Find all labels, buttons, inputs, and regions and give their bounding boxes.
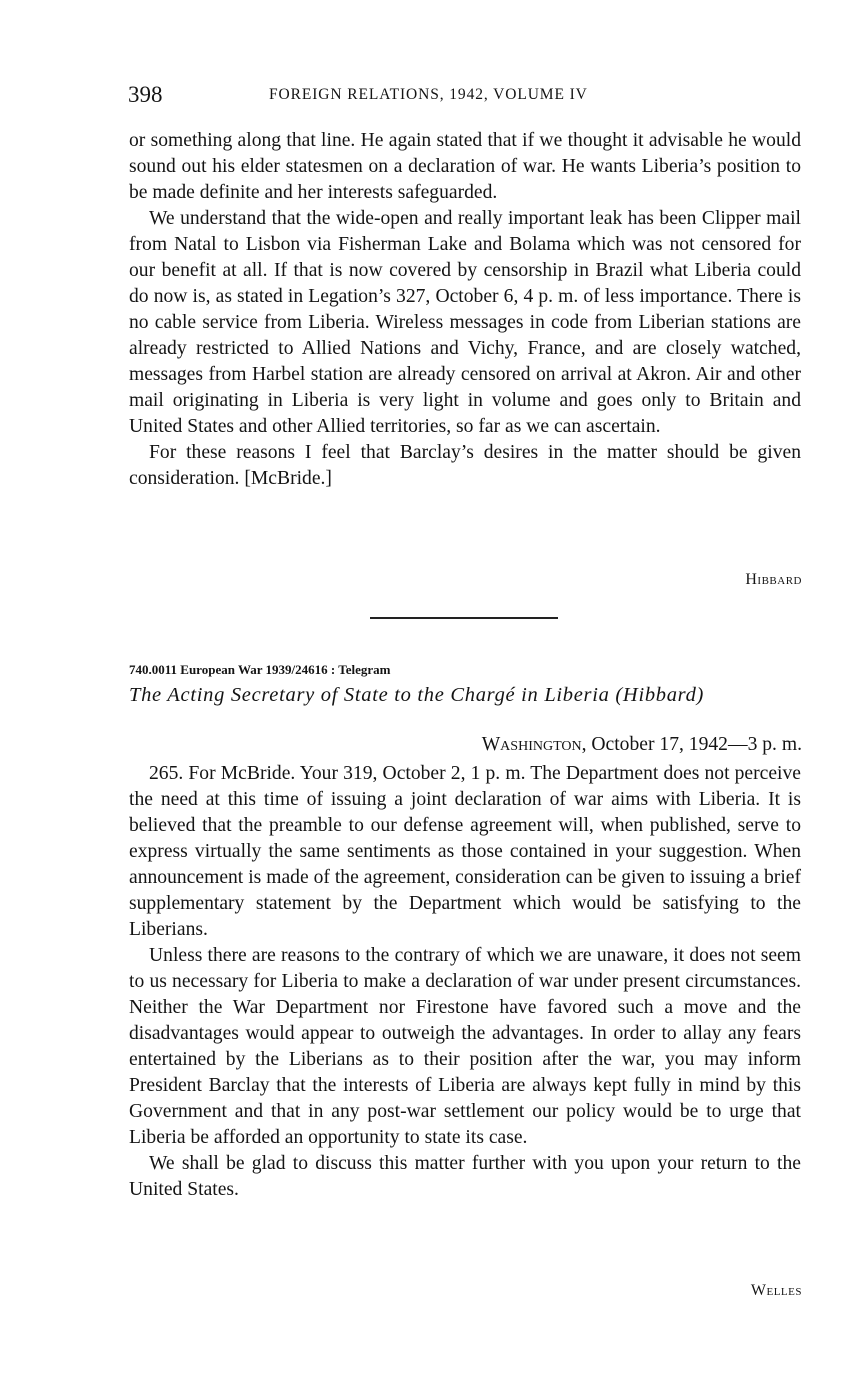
dateline (482, 734, 802, 756)
document-title: The Acting Secretary of State to the Chargé in Liberia (Hibbard) (129, 684, 705, 706)
section-divider (370, 617, 558, 619)
paragraph: Unless there are reasons to the contrary of which we are unaware, it does not seem to us necessary for Liberia to make a declaration of war under present circumstances. Neither the War Department nor Firestone have favored such a move and the disadvantages would appear to outweigh the advantages. In order to allay any fears entertained by the Liberians as to their position after the war, you may inform President Barclay that the interests of Liberia are always kept fully in mind by this Government and that in any post-war settlement our policy would be to urge that Liberia be afforded an opportunity to state its case. (129, 945, 801, 1148)
file-reference: 740.0011 European War 1939/24616 : Telegram (129, 662, 391, 677)
running-head: FOREIGN RELATIONS, 1942, VOLUME IV (269, 86, 588, 103)
paragraph: For these reasons I feel that Barclay’s desires in the matter should be given consideration. [McBride.] (129, 442, 801, 489)
signature-hibbard: Hibbard (745, 571, 802, 588)
first-document-body (129, 128, 801, 492)
signature-welles: Welles (750, 1282, 802, 1299)
paragraph: We shall be glad to discuss this matter further with you upon your return to the United States. (129, 1153, 801, 1200)
paragraph: or something along that line. He again stated that if we thought it advisable he would sound out his elder statesmen on a declaration of war. He wants Liberia’s position to be made definite and her interests safeguarded. (129, 130, 801, 203)
paragraph: We understand that the wide-open and really important leak has been Clipper mail from Natal to Lisbon via Fisherman Lake and Bolama which was not censored for our benefit at all. If that is now covered by censorship in Brazil what Liberia could do now is, as stated in Legation’s 327, October 6, 4 p. m. of less importance. There is no cable service from Liberia. Wireless messages in code from Liberian stations are already restricted to Allied Nations and Vichy, France, and are closely watched, messages from Harbel station are already censored on arrival at Akron. Air and other mail originating in Liberia is very light in volume and goes only to Britain and United States and other Allied territories, so far as we can ascertain. (129, 208, 801, 437)
second-document-body (129, 761, 801, 1203)
page-number: 398 (128, 82, 163, 107)
dateline-date: , October 17, 1942—3 p. m. (581, 734, 802, 755)
paragraph: 265. For McBride. Your 319, October 2, 1 p. m. The Department does not perceive the need at this time of issuing a joint declaration of war aims with Liberia. It is believed that the preamble to our defense agreement will, when published, serve to express virtually the same sentiments as those contained in your suggestion. When announcement is made of the agreement, consideration can be given to issuing a brief supplementary statement by the Department which would be satisfying to the Liberians. (129, 763, 801, 940)
page-header (128, 82, 802, 112)
dateline-place: Washington (481, 734, 582, 755)
